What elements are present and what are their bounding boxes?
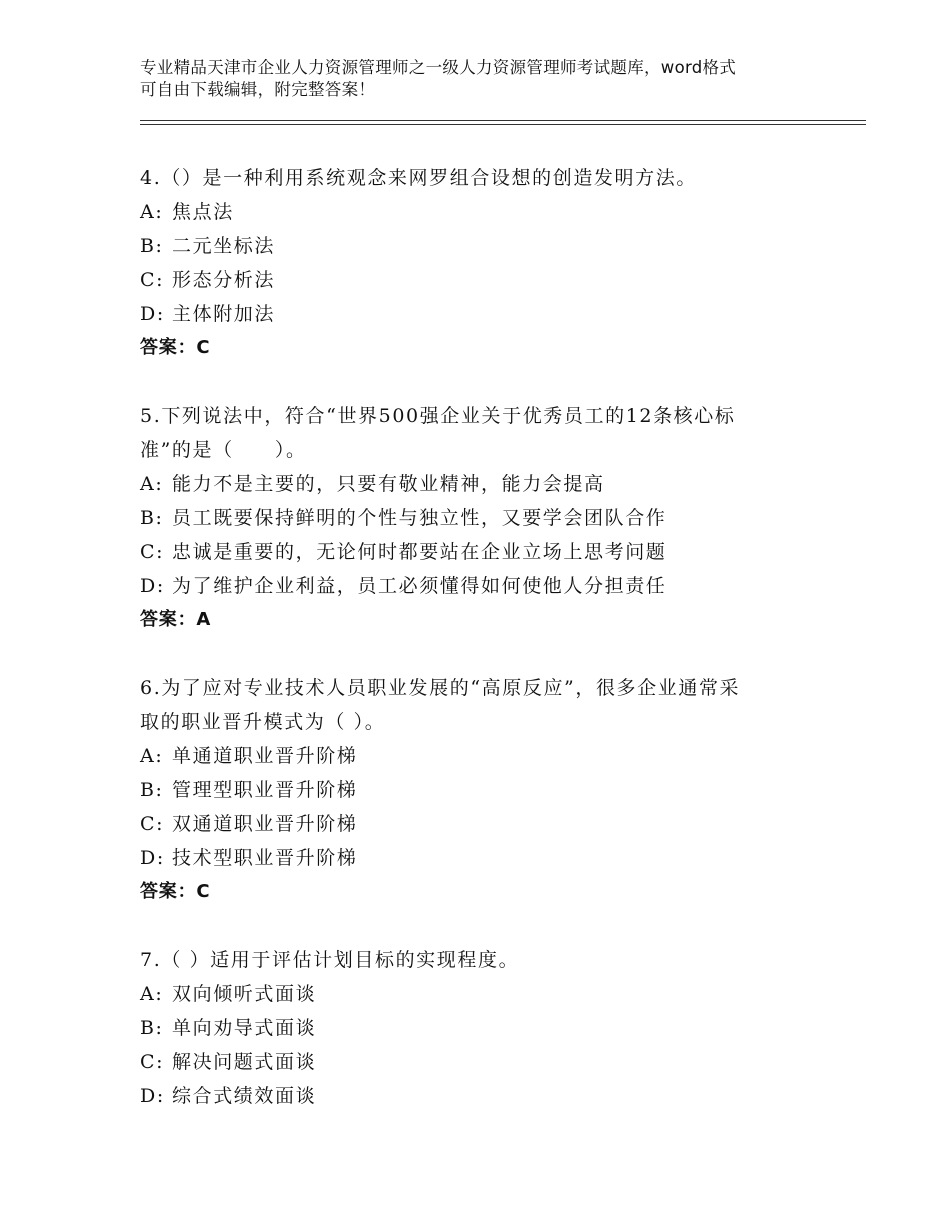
- header-divider-bottom: [140, 124, 866, 125]
- document-header: [140, 57, 840, 101]
- question-6-option-a: [140, 739, 840, 773]
- option-text: 能力不是主要的，只要有敬业精神，能力会提高: [172, 473, 605, 495]
- question-5-stem-line-2: 准”的是（ ）。: [140, 439, 307, 461]
- question-4-option-d: [140, 297, 840, 331]
- question-7-option-d: [140, 1079, 840, 1113]
- question-4-option-b: [140, 229, 840, 263]
- question-6-stem-line-1: 6.为了应对专业技术人员职业发展的“高原反应”，很多企业通常采: [140, 677, 741, 699]
- question-5-answer: 答案：A: [140, 609, 212, 630]
- question-4-option-c: [140, 263, 840, 297]
- option-key: C:: [140, 269, 165, 291]
- option-key: A:: [140, 745, 164, 767]
- option-key: D:: [140, 1085, 165, 1107]
- question-6-stem-line-2: 取的职业晋升模式为（ ）。: [140, 711, 386, 733]
- header-line-1: 专业精品天津市企业人力资源管理师之一级人力资源管理师考试题库，word格式: [140, 58, 737, 77]
- question-7-option-a: [140, 977, 840, 1011]
- question-5-option-c: [140, 535, 840, 569]
- question-5-option-a: [140, 467, 840, 501]
- header-line-2: 可自由下载编辑，附完整答案！: [140, 80, 376, 99]
- question-4-answer: 答案：C: [140, 337, 211, 358]
- option-text: 忠诚是重要的，无论何时都要站在企业立场上思考问题: [172, 541, 667, 563]
- question-5-stem-line-1: 5.下列说法中，符合“世界500强企业关于优秀员工的12条核心标: [140, 405, 736, 427]
- question-6-option-d: [140, 841, 840, 875]
- option-text: 主体附加法: [172, 303, 276, 325]
- option-text: 为了维护企业利益，员工必须懂得如何使他人分担责任: [172, 575, 667, 597]
- option-text: 焦点法: [172, 201, 234, 223]
- question-6-option-b: [140, 773, 840, 807]
- option-key: A:: [140, 201, 164, 223]
- option-key: C:: [140, 1051, 165, 1073]
- question-6-option-c: [140, 807, 840, 841]
- option-key: A:: [140, 983, 164, 1005]
- option-key: C:: [140, 541, 165, 563]
- question-7-stem: 7.（ ）适用于评估计划目标的实现程度。: [140, 949, 520, 971]
- question-4-stem: 4.（）是一种利用系统观念来网罗组合设想的创造发明方法。: [140, 167, 697, 189]
- question-7-option-b: [140, 1011, 840, 1045]
- option-key: D:: [140, 303, 165, 325]
- option-text: 双通道职业晋升阶梯: [172, 813, 358, 835]
- option-key: C:: [140, 813, 165, 835]
- option-text: 员工既要保持鲜明的个性与独立性，又要学会团队合作: [172, 507, 667, 529]
- question-6: [140, 671, 840, 909]
- question-4-option-a: [140, 195, 840, 229]
- option-text: 解决问题式面谈: [172, 1051, 317, 1073]
- header-divider-top: [140, 120, 866, 121]
- option-text: 形态分析法: [172, 269, 276, 291]
- option-key: B:: [140, 1017, 164, 1039]
- option-text: 二元坐标法: [172, 235, 276, 257]
- option-key: B:: [140, 507, 164, 529]
- option-text: 双向倾听式面谈: [172, 983, 317, 1005]
- question-4: [140, 161, 840, 365]
- option-key: D:: [140, 575, 165, 597]
- option-key: B:: [140, 235, 164, 257]
- option-text: 单通道职业晋升阶梯: [172, 745, 358, 767]
- question-5-option-b: [140, 501, 840, 535]
- option-key: B:: [140, 779, 164, 801]
- option-text: 技术型职业晋升阶梯: [172, 847, 358, 869]
- option-text: 管理型职业晋升阶梯: [172, 779, 358, 801]
- question-7: [140, 943, 840, 1113]
- question-5-option-d: [140, 569, 840, 603]
- question-7-option-c: [140, 1045, 840, 1079]
- option-text: 综合式绩效面谈: [172, 1085, 317, 1107]
- question-5: [140, 399, 840, 637]
- option-text: 单向劝导式面谈: [172, 1017, 317, 1039]
- question-6-answer: 答案：C: [140, 881, 211, 902]
- option-key: D:: [140, 847, 165, 869]
- option-key: A:: [140, 473, 164, 495]
- question-list: [140, 161, 840, 1147]
